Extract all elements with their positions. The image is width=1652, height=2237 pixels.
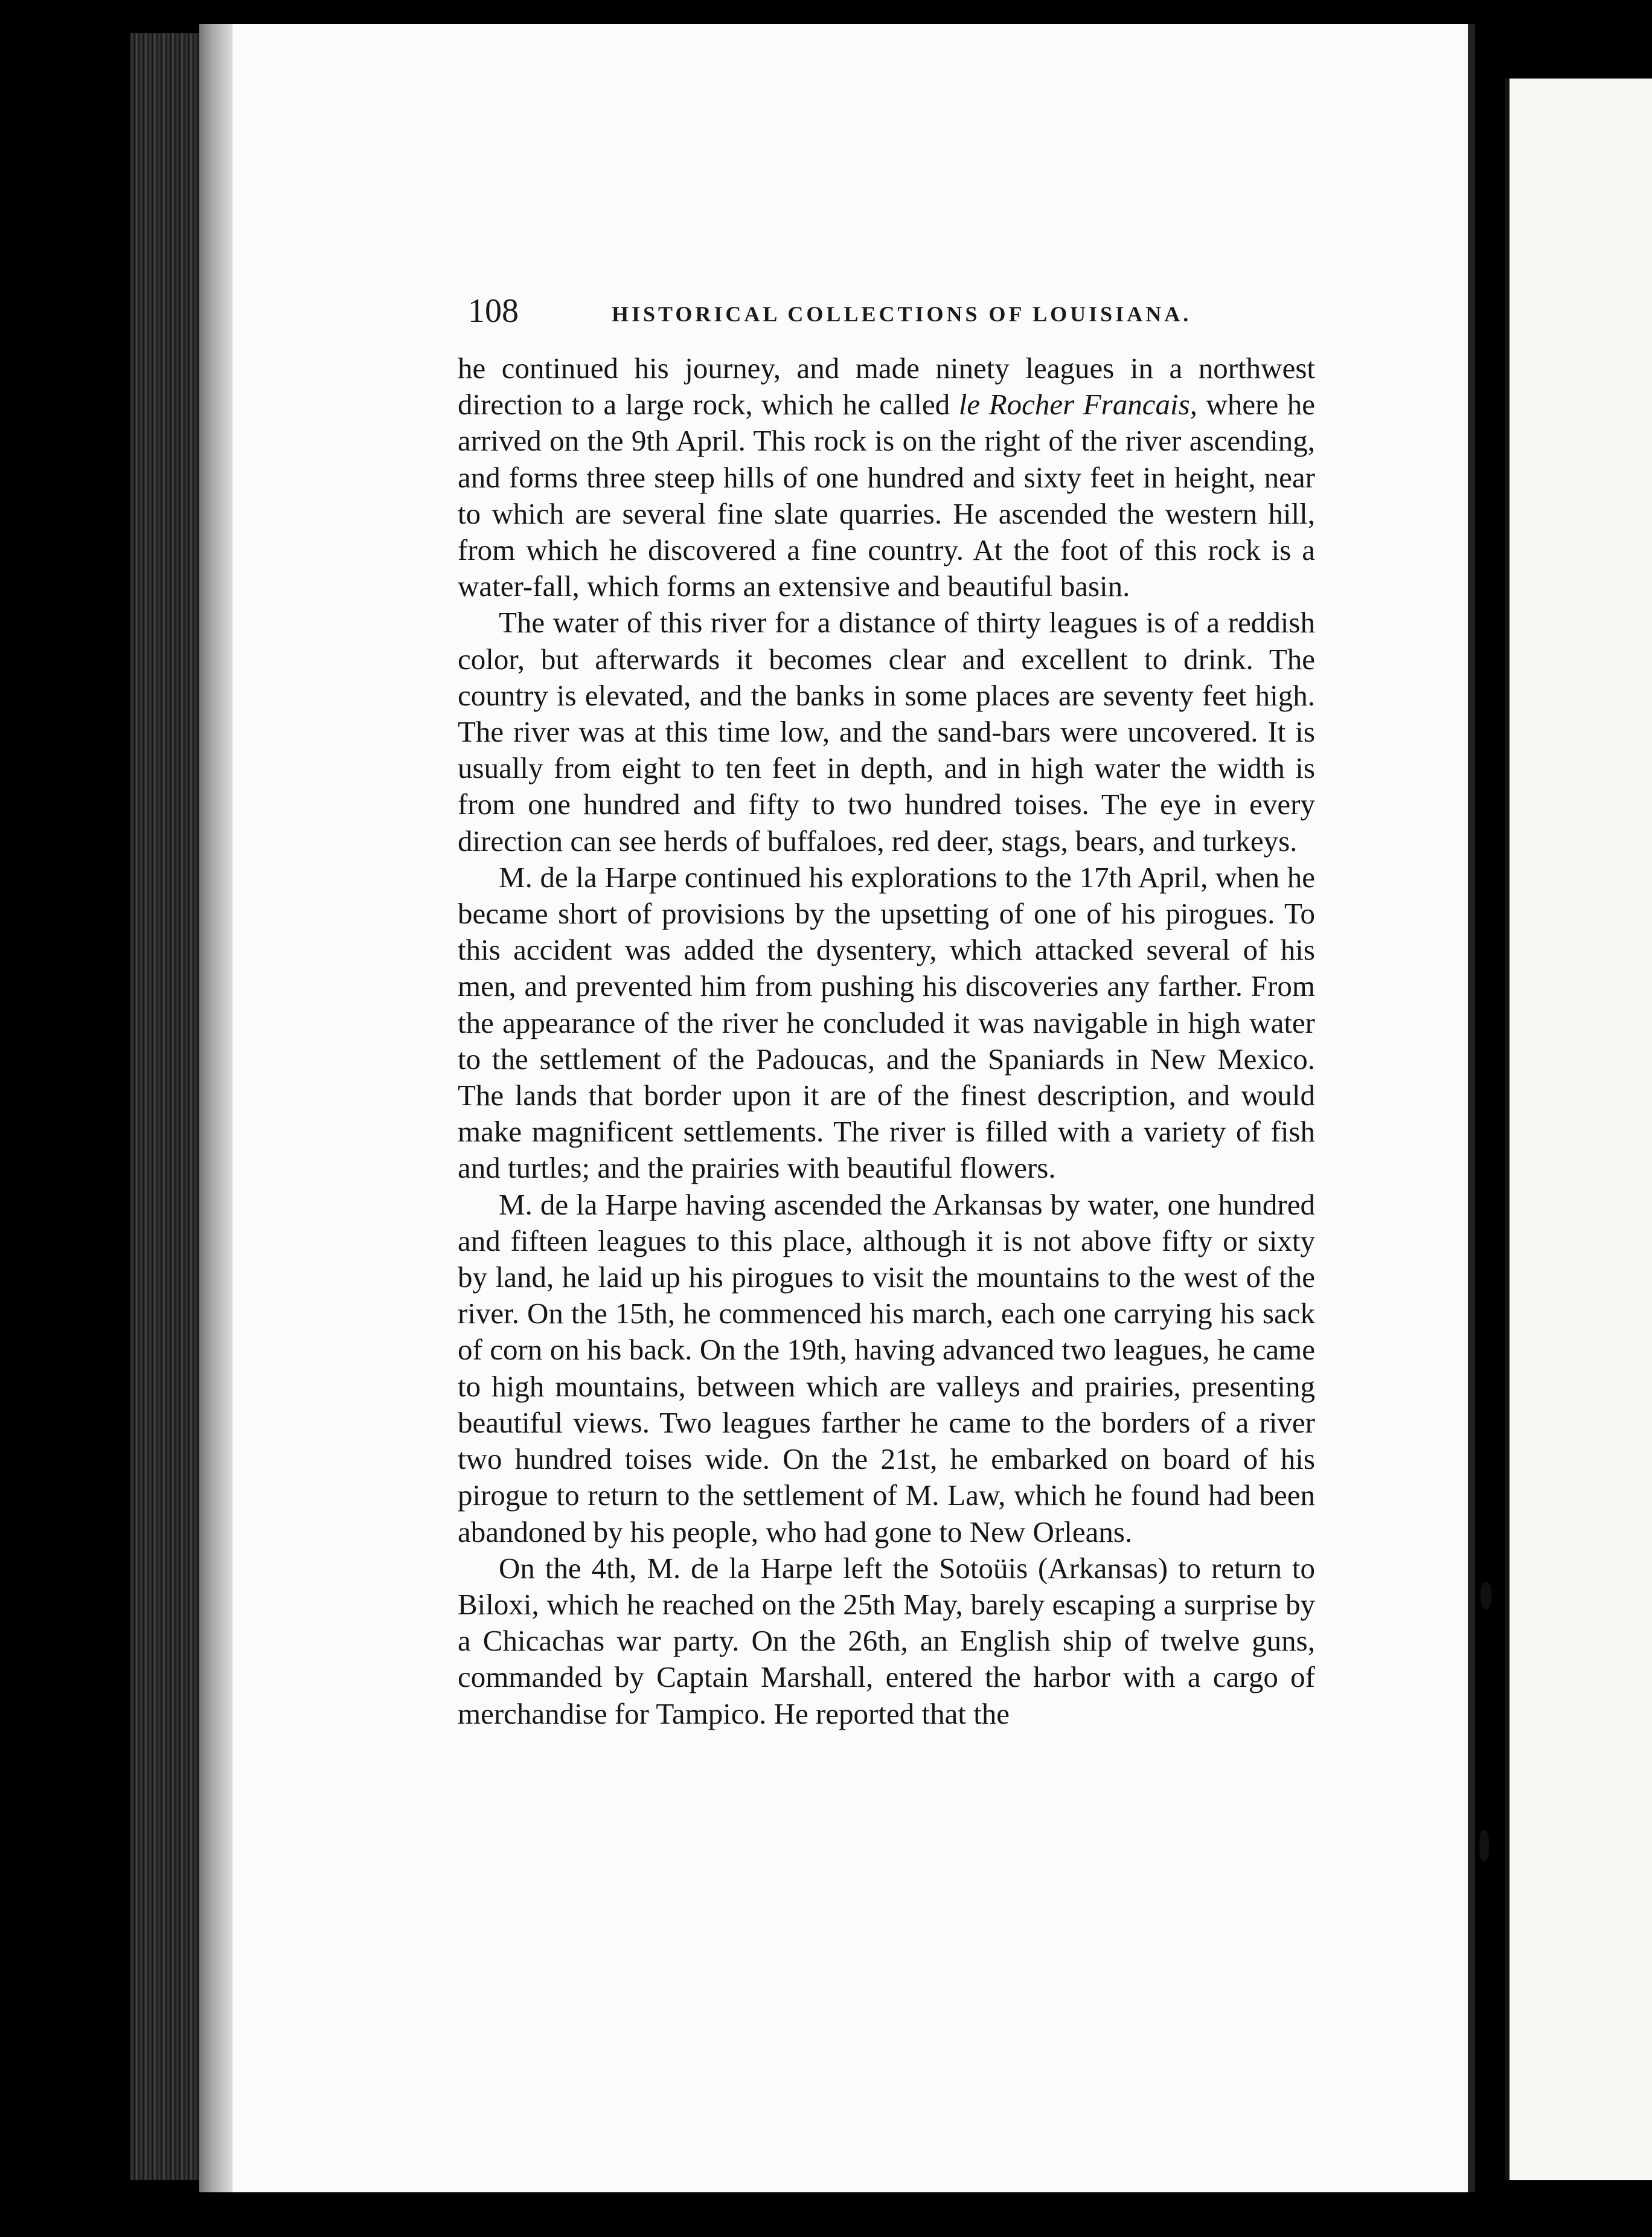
paragraph: On the 4th, M. de la Harpe left the Sotoüis (Arkansas) to return to Biloxi, which he reached on the 25th May, barely escaping a surprise by a Chicachas war party. On the 26th, an English ship of twelve guns, commanded by Captain Marshall, entered the harbor with a cargo of merchandise for Tampico. He reported that the xyxy=(458,1551,1315,1730)
book-gutter-shadow xyxy=(199,24,232,2192)
body-text xyxy=(458,350,1315,1732)
italic-place-name: le Rocher Francais, xyxy=(958,388,1197,422)
scan-artifact-mark xyxy=(1481,1582,1491,1609)
page-edge-shadow xyxy=(1468,24,1475,2192)
facing-page-gap xyxy=(1505,79,1510,2180)
paragraph: M. de la Harpe continued his explorations to the 17th April, when he became short of provisions by the upsetting of one of his pirogues. To this accident was added the dysentery, which attacked several of his men, and prevented him from pushing his discoveries any farther. From the appearance of the river he concluded it was navigable in high water to the settlement of the Padoucas, and the Spaniards in New Mexico. The lands that border upon it are of the finest description, and would make magnificent settlements. The river is filled with a variety of fish and turtles; and the prairies with beautiful flowers. xyxy=(458,860,1315,1185)
paragraph-text: he continued his journey, and made ninety leagues in a northwest direction to a large rock, which he called xyxy=(458,351,1315,422)
paragraph-text: where he arrived on the 9th April. This rock is on the right of the river ascending, and forms three steep hills of one hundred and sixty feet in height, near to which are several fine slate quarries. He ascended the western hill, from which he discovered a fine country. At the foot of this rock is a water-fall, which forms an extensive and beautiful basin. xyxy=(458,388,1315,603)
scan-artifact-mark xyxy=(1479,1830,1489,1861)
page-number: 108 xyxy=(468,292,519,330)
paragraph: The water of this river for a distance of thirty leagues is of a reddish color, but afterwards it becomes clear and excellent to drink. The country is elevated, and the banks in some places are seventy feet high. The river was at this time low, and the sand-bars were uncovered. It is usually from eight to ten feet in depth, and in high water the width is from one hundred and fifty to two hundred toises. The eye in every direction can see herds of buffaloes, red deer, stags, bears, and turkeys. xyxy=(458,606,1315,858)
paragraph-continued xyxy=(458,350,1315,605)
paragraph: M. de la Harpe having ascended the Arkansas by water, one hundred and fifteen leagues to this place, although it is not above fifty or sixty by land, he laid up his pirogues to visit the mountains to the west of the river. On the 15th, he commenced his march, each one carrying his sack of corn on his back. On the 19th, having advanced two leagues, he came to high mountains, between which are valleys and prairies, presenting beautiful views. Two leagues farther he came to the borders of a river two hundred toises wide. On the 21st, he embarked on board of his pirogue to return to the settlement of M. Law, which he found had been abandoned by his people, who had gone to New Orleans. xyxy=(458,1187,1315,1549)
facing-page-sliver xyxy=(1510,79,1652,2180)
page-header xyxy=(468,284,1192,338)
running-title: HISTORICAL COLLECTIONS OF LOUISIANA. xyxy=(612,302,1192,326)
